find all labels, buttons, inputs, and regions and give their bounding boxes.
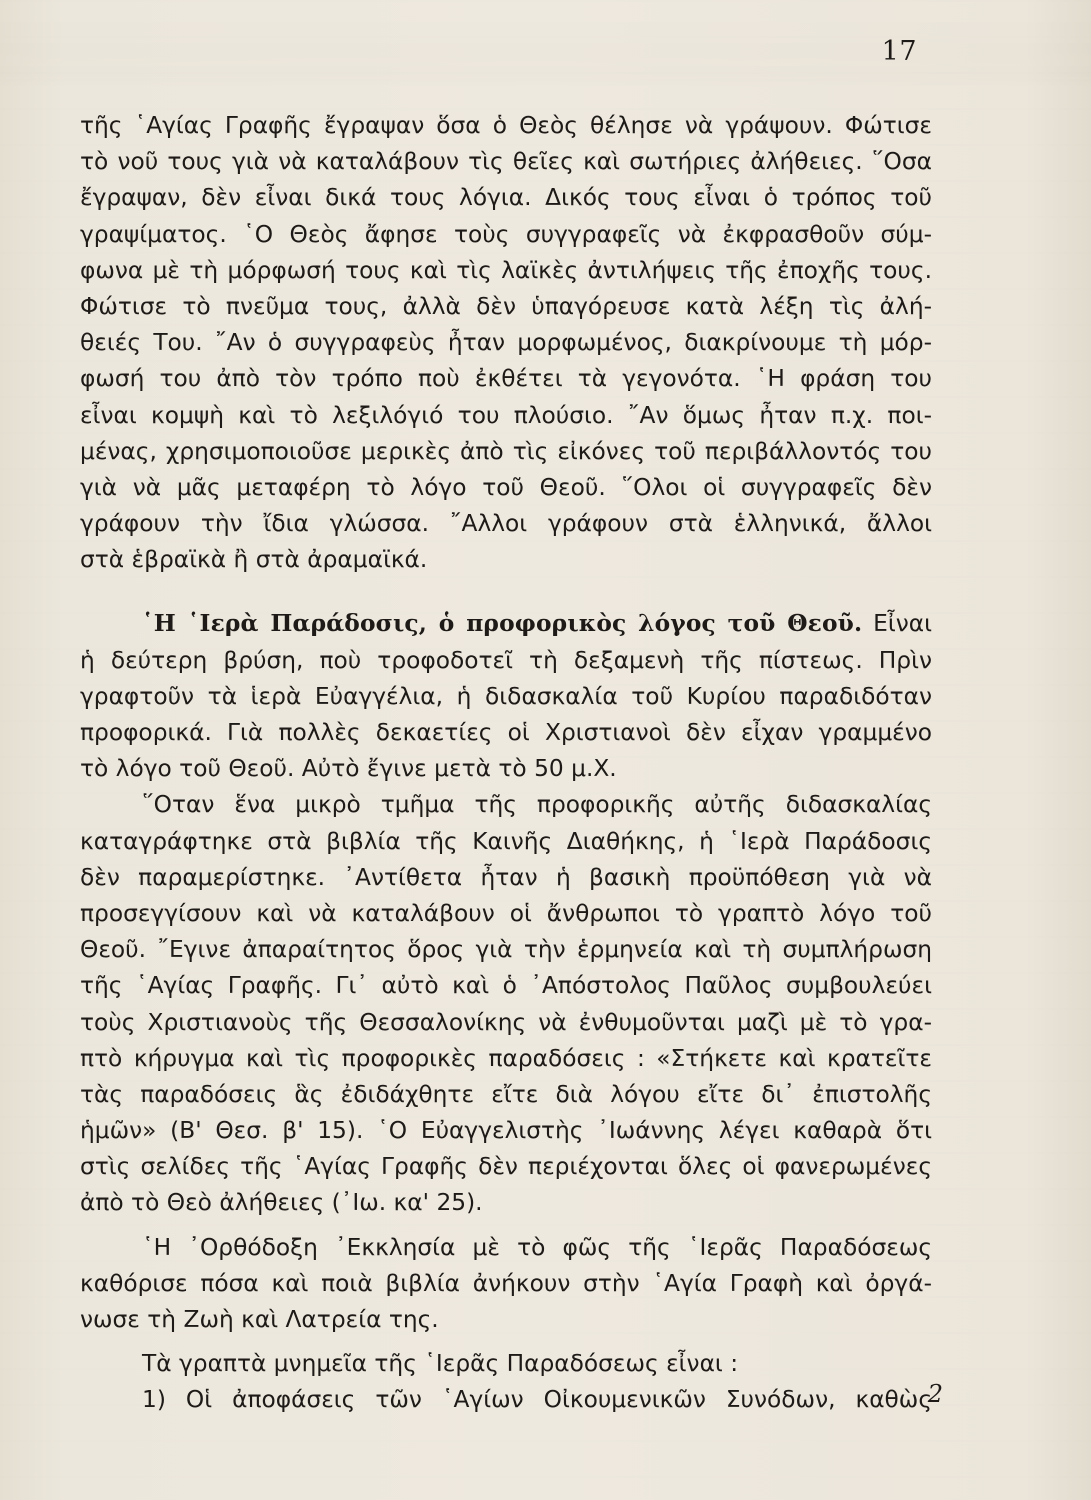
section-heading-tail: Εἶναι — [862, 610, 932, 638]
text-line: ῞Οταν ἕνα μικρὸ τμῆμα τῆς προφορικῆς αὐτῆς διδασκαλίας — [142, 791, 932, 819]
text-line: 1) Οἱ ἀποφάσεις τῶν ῾Αγίων Οἰκουμενικῶν Συνόδων, καθὼς — [142, 1386, 932, 1414]
text-line: Θεοῦ. ῎Εγινε ἀπαραίτητος ὅρος γιὰ τὴν ἑρμηνεία καὶ τὴ συμπλήρωση — [80, 936, 932, 964]
paragraph-divine-inspiration — [80, 108, 932, 578]
text-line: τοὺς Χριστιανοὺς τῆς Θεσσαλονίκης νὰ ἐνθυμοῦνται μαζὶ μὲ τὸ γρα- — [80, 1008, 932, 1036]
text-line: δὲν παραμερίστηκε. ᾿Αντίθετα ἦταν ἡ βασικὴ προϋπόθεση γιὰ νὰ — [80, 863, 932, 891]
text-line: καθόρισε πόσα καὶ ποιὰ βιβλία ἀνήκουν στὴν ῾Αγία Γραφὴ καὶ ὀργά- — [80, 1269, 932, 1297]
text-line: φωσή του ἀπὸ τὸν τρόπο ποὺ ἐκθέτει τὰ γεγονότα. ῾Η φράση του — [80, 365, 932, 393]
text-line: ἡ δεύτερη βρύση, ποὺ τροφοδοτεῖ τὴ δεξαμενὴ τῆς πίστεως. Πρὶν — [80, 646, 932, 674]
text-line: στὶς σελίδες τῆς ῾Αγίας Γραφῆς δὲν περιέχονται ὅλες οἱ φανερωμένες — [80, 1153, 932, 1181]
text-line: τῆς ῾Αγίας Γραφῆς ἔγραψαν ὅσα ὁ Θεὸς θέλησε νὰ γράψουν. Φώτισε — [80, 112, 932, 139]
text-line: τῆς ῾Αγίας Γραφῆς. Γι᾿ αὐτὸ καὶ ὁ ᾿Απόστολος Παῦλος συμβουλεύει — [80, 972, 932, 1000]
text-line: γραφτοῦν τὰ ἱερὰ Εὐαγγέλια, ἡ διδασκαλία τοῦ Κυρίου παραδιδόταν — [80, 682, 932, 710]
text-line: νωσε τὴ Ζωὴ καὶ Λατρεία της. — [80, 1306, 439, 1333]
text-line: μένας, χρησιμοποιοῦσε μερικὲς ἀπὸ τὶς εἰκόνες τοῦ περιβάλλοντός του — [80, 437, 932, 465]
text-line: ῾Η ᾿Ορθόδοξη ᾿Εκκλησία μὲ τὸ φῶς τῆς ῾Ιερᾶς Παραδόσεως — [142, 1233, 932, 1261]
text-line: τὰς παραδόσεις ἃς ἐδιδάχθητε εἴτε διὰ λόγου εἴτε δι᾿ ἐπιστολῆς — [80, 1080, 932, 1108]
text-line: γιὰ νὰ μᾶς μεταφέρη τὸ λόγο τοῦ Θεοῦ. ῞Ολοι οἱ συγγραφεῖς δὲν — [80, 473, 932, 501]
paragraph-new-testament — [80, 787, 932, 1221]
text-line: θειές Του. ῎Αν ὁ συγγραφεὺς ἦταν μορφωμένος, διακρίνουμε τὴ μόρ- — [80, 329, 932, 357]
body-text — [80, 108, 932, 1419]
text-line: ἡμῶν» (Β' Θεσ. β' 15). ῾Ο Εὐαγγελιστὴς ᾿Ιωάννης λέγει καθαρὰ ὅτι — [80, 1117, 932, 1145]
paragraph-list-item-1 — [80, 1382, 932, 1418]
section-heading: ῾Η ῾Ιερὰ Παράδοσις, ὁ προφορικὸς λόγος τοῦ Θεοῦ. — [142, 610, 863, 638]
text-line: πτὸ κήρυγμα καὶ τὶς προφορικὲς παραδόσεις : «Στήκετε καὶ κρατεῖτε — [80, 1044, 932, 1072]
section-heading-line — [80, 606, 932, 642]
signature-mark: 2 — [927, 1380, 943, 1408]
paragraph-written-monuments — [80, 1346, 932, 1382]
text-line: προσεγγίσουν καὶ νὰ καταλάβουν οἱ ἄνθρωποι τὸ γραπτὸ λόγο τοῦ — [80, 899, 932, 927]
page-number: 17 — [881, 36, 917, 67]
section-holy-tradition — [80, 606, 932, 787]
text-line: τὸ νοῦ τους γιὰ νὰ καταλάβουν τὶς θεῖες καὶ σωτήριες ἀλήθειες. ῞Οσα — [80, 148, 932, 176]
text-line: προφορικά. Γιὰ πολλὲς δεκαετίες οἱ Χριστιανοὶ δὲν εἶχαν γραμμένο — [80, 719, 932, 746]
text-line: στὰ ἑβραϊκὰ ἢ στὰ ἀραμαϊκά. — [80, 546, 428, 574]
text-line: Φώτισε τὸ πνεῦμα τους, ἀλλὰ δὲν ὑπαγόρευσε κατὰ λέξη τὶς ἀλή- — [80, 292, 932, 320]
text-line: εἶναι κομψὴ καὶ τὸ λεξιλόγιό του πλούσιο. ῎Αν ὅμως ἦταν π.χ. ποι- — [80, 401, 932, 429]
text-line: γραψίματος. ῾Ο Θεὸς ἄφησε τοὺς συγγραφεῖς νὰ ἐκφρασθοῦν σύμ- — [80, 220, 932, 248]
text-line: Τὰ γραπτὰ μνημεῖα τῆς ῾Ιερᾶς Παραδόσεως εἶναι : — [142, 1350, 739, 1378]
text-line: γράφουν τὴν ἴδια γλώσσα. ῎Αλλοι γράφουν στὰ ἑλληνικά, ἄλλοι — [80, 510, 932, 538]
text-line: ἔγραψαν, δὲν εἶναι δικά τους λόγια. Δικός τους εἶναι ὁ τρόπος τοῦ — [80, 184, 932, 212]
paragraph-orthodox-church — [80, 1230, 932, 1339]
text-line: τὸ λόγο τοῦ Θεοῦ. Αὐτὸ ἔγινε μετὰ τὸ 50 μ.Χ. — [80, 755, 617, 783]
text-line: ἀπὸ τὸ Θεὸ ἀλήθειες (᾿Ιω. κα' 25). — [80, 1189, 483, 1217]
text-line: φωνα μὲ τὴ μόρφωσή τους καὶ τὶς λαϊκὲς ἀντιλήψεις τῆς ἐποχῆς τους. — [80, 256, 932, 284]
text-line: καταγράφτηκε στὰ βιβλία τῆς Καινῆς Διαθήκης, ἡ ῾Ιερὰ Παράδοσις — [80, 827, 932, 855]
